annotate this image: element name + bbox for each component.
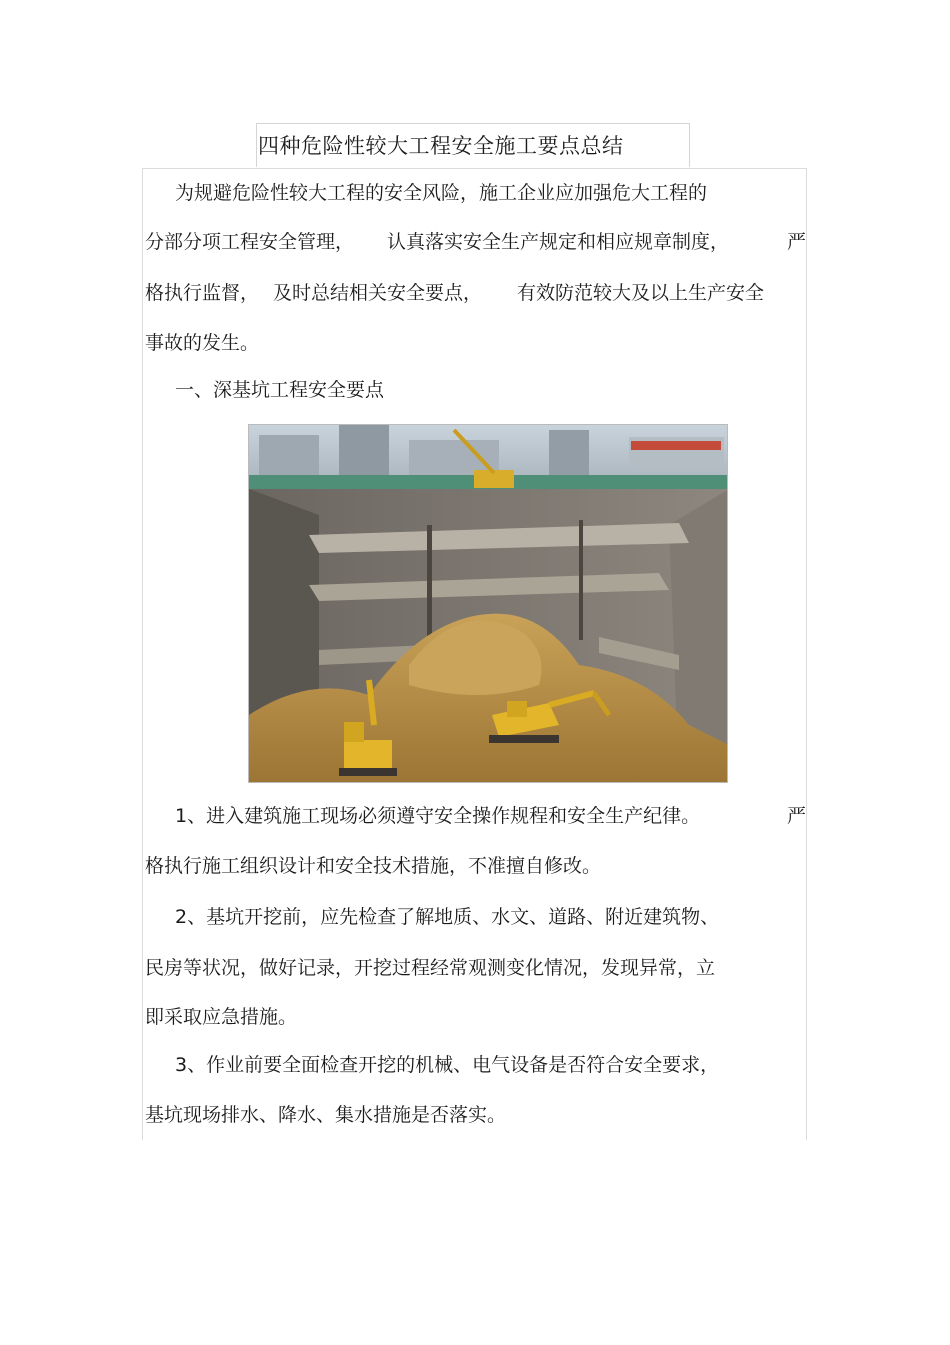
section-heading: 一、深基坑工程安全要点	[175, 379, 385, 401]
intro-line-2b: 认真落实安全生产规定和相应规章制度，	[387, 231, 730, 253]
document-title: 四种危险性较大工程安全施工要点总结	[258, 134, 624, 158]
intro-line-1: 为规避危险性较大工程的安全风险，施工企业应加强危大工程的	[175, 182, 708, 204]
item-1-line-1-end: 严	[787, 805, 807, 827]
item-3-line-2: 基坑现场排水、降水、集水措施是否落实。	[145, 1104, 507, 1126]
intro-line-3c: 有效防范较大及以上生产安全	[517, 282, 765, 304]
item-2-line-1: 2、基坑开挖前，应先检查了解地质、水文、道路、附近建筑物、	[175, 906, 720, 928]
intro-line-4: 事故的发生。	[145, 332, 260, 354]
item-1-line-2: 格执行施工组织设计和安全技术措施，不准擅自修改。	[145, 855, 602, 877]
item-3-line-1: 3、作业前要全面检查开挖的机械、电气设备是否符合安全要求，	[175, 1054, 720, 1076]
intro-line-2a: 分部分项工程安全管理，	[145, 231, 355, 253]
intro-line-2c: 严	[787, 231, 807, 253]
item-2-line-3: 即采取应急措施。	[145, 1006, 298, 1028]
intro-line-3a: 格执行监督，	[145, 282, 260, 304]
deep-foundation-pit-photo	[248, 424, 728, 783]
item-2-line-2: 民房等状况，做好记录，开挖过程经常观测变化情况，发现异常，立	[145, 957, 716, 979]
item-1-line-1: 1、进入建筑施工现场必须遵守安全操作规程和安全生产纪律。	[175, 805, 701, 827]
intro-line-3b: 及时总结相关安全要点，	[273, 282, 483, 304]
